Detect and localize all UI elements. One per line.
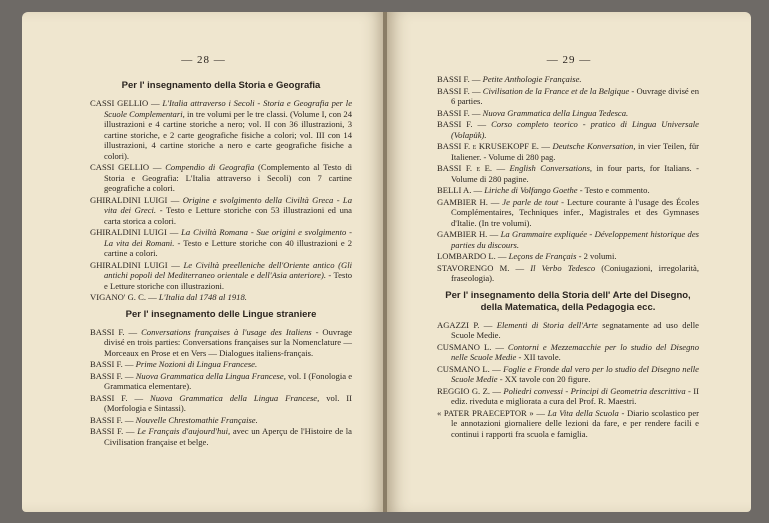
entry-description: - Ouvrage divisé en 6 parties. xyxy=(451,85,700,106)
entry-title: La Vita della Scuola xyxy=(547,407,619,418)
catalog-entry: BASSI F. — Petite Anthologie Française. xyxy=(437,74,582,84)
entry-description: avec un Aperçu de l'Histoire de la Civilisation française et belge. xyxy=(104,426,352,447)
catalog-entry: REGGIO G. Z. — Poliedri convessi - Principi di Geometria descrittiva - II ediz. riveduta e migliorata a cura del Prof. R. Maestri. xyxy=(437,385,700,406)
entry-description: - XII tavole. xyxy=(518,352,561,362)
catalog-entry: BASSI F. e KRUSEKOPF E. — Deutsche Konversation, in vier Teilen, für Italiener. - Volume di 280 pag. xyxy=(437,141,699,162)
entry-title: La Grammaire expliquée - Développement historique des parties du discours. xyxy=(451,229,699,250)
catalog-entry: GHIRALDINI LUIGI — Origine e svolgimento della Civiltà Greca - La vita dei Greci. - Testo e Letture storiche con 53 illustrazioni ed una carta storica a colori. xyxy=(90,194,352,226)
entry-title: Nuova Grammatica della Lingua Francese, xyxy=(135,370,286,381)
right-page xyxy=(387,12,751,512)
entry-description: vol. I (Fonologia e Grammatica elementare). xyxy=(104,370,353,391)
entry-description: - XX tavole con 20 figure. xyxy=(499,374,591,384)
entry-author: GAMBIER H. xyxy=(437,196,488,207)
catalog-entry: GAMBIER H. — Je parle de tout - Lecture courante à l'usage des Écoles Complémentaires, Techniques infer., Magistrales et des Gymnases d'Italie. (In tre volumi). xyxy=(437,196,699,228)
entry-title: Nouvelle Chrestomathie Française. xyxy=(135,414,258,425)
page-number: — 28 — xyxy=(181,54,226,66)
entry-title: Nuova Grammatica della Lingua Tedesca. xyxy=(482,107,629,118)
catalog-entry: LOMBARDO L. — Leçons de Français - 2 volumi. xyxy=(437,251,617,261)
entry-author: VIGANO' G. C. xyxy=(90,292,146,302)
catalog-entry: BELLI A. — Liriche di Volfango Goethe - Testo e commento. xyxy=(437,185,650,195)
entry-title: Elementi di Storia dell'Arte xyxy=(496,319,598,330)
entry-title: Liriche di Volfango Goethe xyxy=(484,185,578,195)
entry-title: Prime Nozioni di Lingua Francese. xyxy=(135,359,258,369)
entry-title: Je parle de tout xyxy=(502,196,559,207)
entry-author: CASSI GELLIO xyxy=(90,98,149,108)
entry-author: BASSI F. xyxy=(90,370,123,381)
entry-author: BELLI A. xyxy=(437,185,472,195)
entry-title: Le Civiltà preelleniche dell'Oriente antico (Gli antichi popoli del Mediterraneo orientale e dell'Asia anteriore). xyxy=(104,259,352,280)
catalog-entry: BASSI F. — Nouvelle Chrestomathie Française. xyxy=(90,414,258,425)
open-book xyxy=(14,8,759,518)
entry-title: Contorni e Mezzemacchie per lo studio del Disegno nelle Scuole Medie xyxy=(451,341,699,362)
entry-title: Petite Anthologie Française. xyxy=(482,74,582,84)
entry-description: (Complemento al Testo di Storia e Geografia: L'Italia attraverso i Secoli) con 7 cartine geografiche a colori. xyxy=(104,162,353,193)
entry-author: BASSI F. xyxy=(437,107,470,118)
entry-description: in tre volumi per le tre classi. (Volume I, con 24 illustrazioni e 4 cartine storiche a nero; vol. II con 36 illustrazioni, 3 cartine storiche, e 2 carte geografiche fisiche a colori; vol. III con 14 illustrazioni, 4 cartine storiche a nero e carte geografiche fisiche a colori). xyxy=(104,108,352,161)
entry-title: Poliedri convessi - Principi di Geometria descrittiva xyxy=(503,385,686,396)
entry-title: La Civiltà Romana - Sue origini e svolgimento - La vita dei Romani. xyxy=(104,227,352,248)
catalog-entry: BASSI F. — Prime Nozioni di Lingua Francese. xyxy=(90,359,258,369)
entry-description: - Diario scolastico per le annotazioni giornaliere delle lezioni da fare, e per rendere facili e continui i rapporti fra scuola e famiglia. xyxy=(451,407,700,439)
entry-description: (Coniugazioni, irregolarità, fraseologia). xyxy=(451,262,700,283)
catalog-entry: BASSI F. — Nuova Grammatica della Lingua Francese, vol. II (Morfologia e Sintassi). xyxy=(90,392,353,413)
entry-author: STAVORENGO M. xyxy=(437,262,510,273)
entry-description: - Testo e commento. xyxy=(579,185,650,195)
entry-description: in vier Teilen, für Italiener. - Volume di 280 pag. xyxy=(451,141,699,162)
entry-title: L'Italia dal 1748 al 1918. xyxy=(158,292,247,302)
entry-author: CUSMANO L. xyxy=(437,363,490,374)
entry-description: - Testo e Letture storiche con 40 illustrazioni e 2 cartine a colori. xyxy=(104,237,353,258)
entry-description: vol. II (Morfologia e Sintassi). xyxy=(104,392,353,413)
entry-description: - Ouvrage divisé en trois parties: Conversations françaises sur la Nomenclature — Morceaux en Prose et en Vers — Dialogues italiens-français. xyxy=(104,326,353,358)
entry-author: BASSI F. xyxy=(90,392,128,403)
entry-author: BASSI F. e E. xyxy=(437,163,493,173)
entry-author: GHIRALDINI LUIGI xyxy=(90,227,167,237)
catalog-entry: BASSI F. — Nuova Grammatica della Lingua Francese, vol. I (Fonologia e Grammatica elementare). xyxy=(90,370,353,391)
entry-author: BASSI F. xyxy=(90,359,123,369)
entry-author: CUSMANO L. xyxy=(437,341,492,352)
section-heading: Per l' insegnamento delle Lingue straniere xyxy=(125,308,317,320)
catalog-entry: BASSI F. e E. — English Conversations, in four parts, for Italians. - Volume di 280 pagine. xyxy=(437,163,700,184)
entry-author: GHIRALDINI LUIGI xyxy=(90,194,168,205)
entry-description: - Testo e Letture storiche con 53 illustrazioni ed una carta storica a colori. xyxy=(104,205,352,226)
entry-description: segnatamente ad uso delle Scuole Medie. xyxy=(451,319,699,340)
entry-description: in four parts, for Italians. - Volume di 280 pagine. xyxy=(451,163,700,184)
entry-title: Civilisation de la France et de la Belgique xyxy=(482,85,630,96)
entry-title: Foglie e Fronde dal vero per lo studio del Disegno nelle Scuole Medie xyxy=(451,363,699,384)
entry-title: Corso completo teorico - pratico di Lingua Universale (Volapük). xyxy=(451,119,700,140)
entry-author: BASSI F. xyxy=(437,119,473,129)
catalog-entry: BASSI F. — Le Français d'aujourd'hui, avec un Aperçu de l'Histoire de la Civilisation française et belge. xyxy=(90,426,352,447)
catalog-entry: BASSI F. — Nuova Grammatica della Lingua Tedesca. xyxy=(437,107,629,118)
entry-title: Nuova Grammatica della Lingua Francese, xyxy=(150,392,320,403)
catalog-entry: BASSI F. — Civilisation de la France et de la Belgique - Ouvrage divisé en 6 parties. xyxy=(437,85,700,106)
catalog-entry: « PATER PRAECEPTOR » — La Vita della Scuola - Diario scolastico per le annotazioni giornaliere delle lezioni da fare, e per rendere facili e continui i rapporti fra scuola e famiglia. xyxy=(437,407,700,439)
entry-description: - 2 volumi. xyxy=(578,251,617,261)
entry-author: « PATER PRAECEPTOR » xyxy=(437,407,534,418)
entry-author: GHIRALDINI LUIGI xyxy=(90,259,168,270)
entry-author: GAMBIER H. xyxy=(437,229,488,239)
page-content xyxy=(90,74,352,448)
entry-title: English Conversations, xyxy=(509,163,593,173)
catalog-entry: CASSI GELLIO — L'Italia attraverso i Secoli - Storia e Geografia per le Scuole Complementari, in tre volumi per le tre classi. (Volume I, con 24 illustrazioni e 4 cartine storiche a nero; vol. II con 36 illustrazioni, 3 cartine storiche, e 2 carte geografiche fisiche a colori; vol. III con 14 illustrazioni, 4 cartine storiche a nero e carte geografiche fisiche a colori). xyxy=(90,98,353,161)
entry-description: - Lecture courante à l'usage des Écoles Complémentaires, Techniques infer., Magistrales et des Gymnases d'Italie. (In tre volumi). xyxy=(451,196,699,228)
section-heading: Per l' insegnamento della Storia dell' Arte del Disegno, della Matematica, della Pedagogia ecc. xyxy=(445,289,691,313)
entry-author: BASSI F. e KRUSEKOPF E. xyxy=(437,141,539,151)
entry-author: REGGIO G. Z. xyxy=(437,385,490,396)
entry-author: AGAZZI P. xyxy=(437,319,480,330)
catalog-entry: GHIRALDINI LUIGI — La Civiltà Romana - Sue origini e svolgimento - La vita dei Romani. - Testo e Letture storiche con 40 illustrazioni e 2 cartine a colori. xyxy=(90,227,353,258)
catalog-entry: CUSMANO L. — Contorni e Mezzemacchie per lo studio del Disegno nelle Scuole Medie - XII tavole. xyxy=(437,341,699,362)
entry-author: BASSI F. xyxy=(90,414,123,425)
catalog-entry: GHIRALDINI LUIGI — Le Civiltà preelleniche dell'Oriente antico (Gli antichi popoli del Mediterraneo orientale e dell'Asia anteriore). - Testo e Letture storiche con illustrazioni. xyxy=(90,259,352,291)
entry-description: - II ediz. riveduta e migliorata a cura del Prof. R. Maestri. xyxy=(451,385,700,406)
entry-title: Conversations françaises à l'usage des Italiens xyxy=(141,326,312,337)
page-content xyxy=(437,74,699,440)
entry-description: - Testo e Letture storiche con illustrazioni. xyxy=(104,270,352,291)
section-heading: Per l' insegnamento della Storia e Geografia xyxy=(121,80,321,91)
left-page xyxy=(22,12,385,512)
entry-title: Origine e svolgimento della Civiltà Greca - La vita dei Greci. xyxy=(104,194,352,215)
entry-title: L'Italia attraverso i Secoli - Storia e Geografia per le Scuole Complementari, xyxy=(104,98,353,119)
catalog-entry: VIGANO' G. C. — L'Italia dal 1748 al 1918. xyxy=(90,292,247,302)
catalog-entry: BASSI F. — Corso completo teorico - pratico di Lingua Universale (Volapük). xyxy=(437,119,700,140)
entry-author: BASSI F. xyxy=(437,74,470,84)
entry-author: LOMBARDO L. xyxy=(437,251,496,261)
entry-author: CASSI GELLIO xyxy=(90,162,150,172)
catalog-entry: STAVORENGO M. — Il Verbo Tedesco (Coniugazioni, irregolarità, fraseologia). xyxy=(437,262,700,283)
entry-title: Il Verbo Tedesco xyxy=(530,262,596,273)
entry-title: Leçons de Français xyxy=(508,251,577,261)
entry-title: Compendio di Geografia xyxy=(165,162,255,172)
entry-author: BASSI F. xyxy=(90,426,124,436)
entry-title: Le Français d'aujourd'hui, xyxy=(137,426,231,436)
entry-author: BASSI F. xyxy=(90,326,125,337)
catalog-entry: CUSMANO L. — Foglie e Fronde dal vero per lo studio del Disegno nelle Scuole Medie - XX tavole con 20 figure. xyxy=(437,363,699,384)
entry-author: BASSI F. xyxy=(437,85,470,96)
catalog-entry: GAMBIER H. — La Grammaire expliquée - Développement historique des parties du discours. xyxy=(437,229,699,250)
catalog-entry: BASSI F. — Conversations françaises à l'usage des Italiens - Ouvrage divisé en trois parties: Conversations françaises sur la Nomenclature — Morceaux en Prose et en Vers — Dialogues italiens-français. xyxy=(90,326,353,358)
entry-title: Deutsche Konversation, xyxy=(552,141,636,151)
page-number: — 29 — xyxy=(546,54,592,66)
catalog-entry: AGAZZI P. — Elementi di Storia dell'Arte segnatamente ad uso delle Scuole Medie. xyxy=(437,319,699,340)
catalog-entry: CASSI GELLIO — Compendio di Geografia (Complemento al Testo di Storia e Geografia: L'Italia attraverso i Secoli) con 7 cartine geografiche a colori. xyxy=(90,162,353,193)
